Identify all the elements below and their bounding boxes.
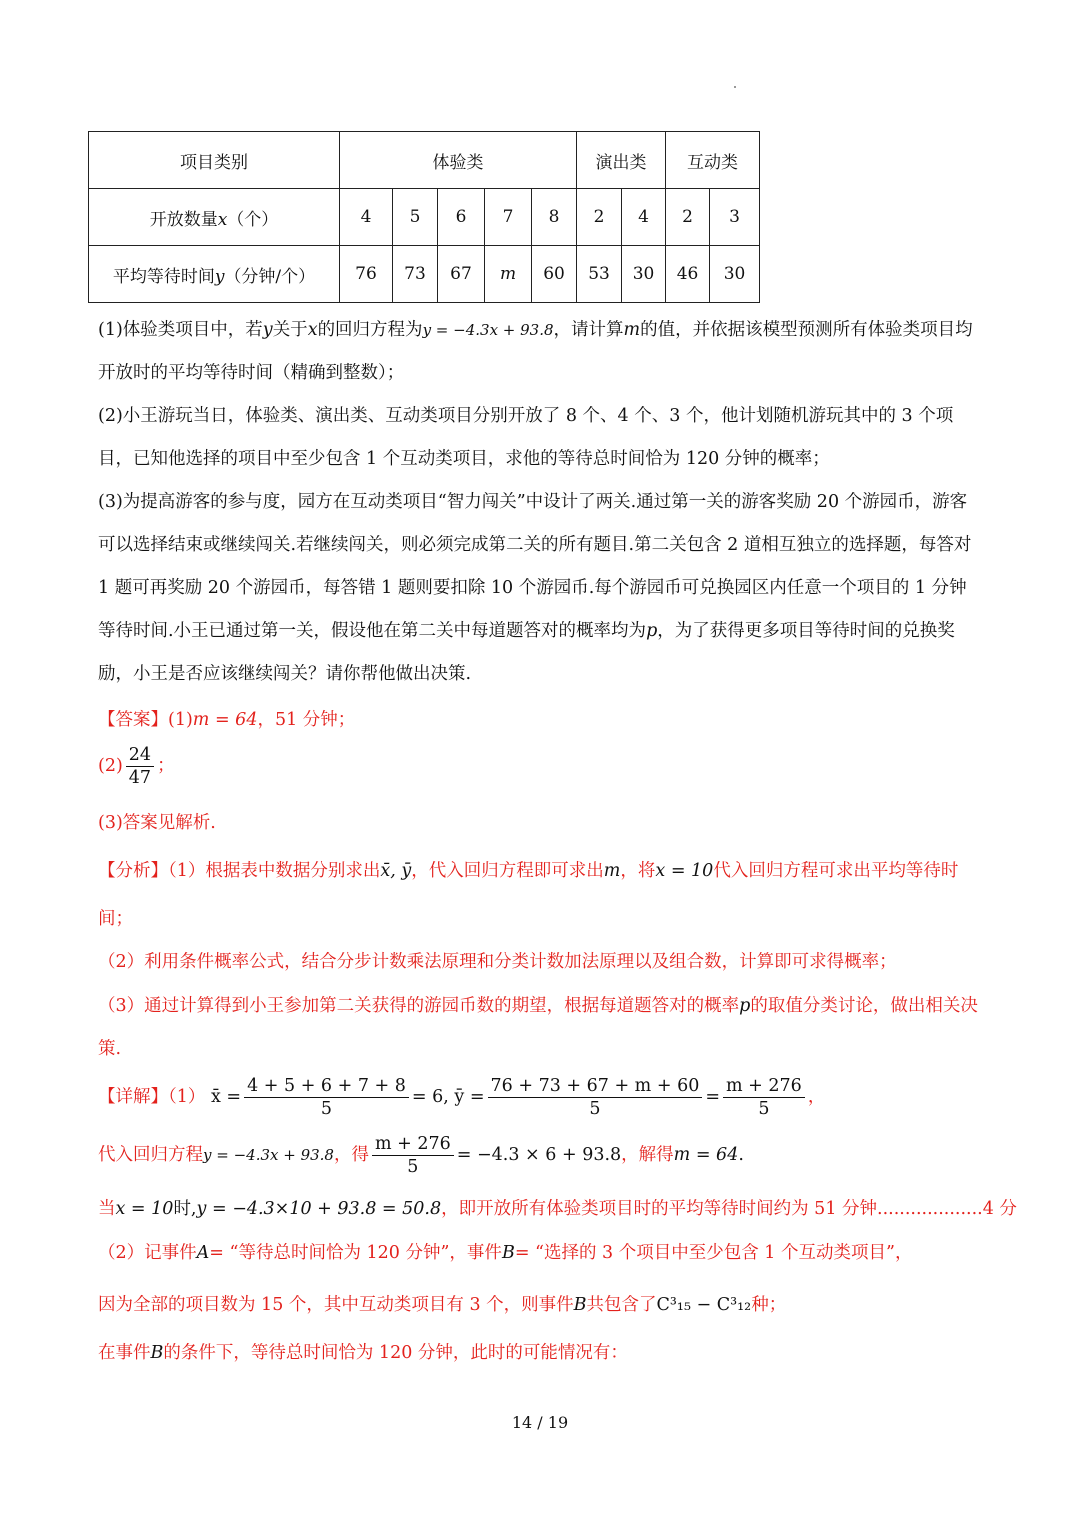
page-number: 14 / 19 [511, 1413, 569, 1432]
table-cell: 2 [666, 189, 710, 246]
table-cell: 73 [393, 246, 438, 303]
table-cell: m [485, 246, 532, 303]
table-row [89, 189, 760, 246]
answer-line-2: (2) $\frac{24}{47}$ ； [98, 745, 175, 788]
table-cell: 5 [393, 189, 438, 246]
table-cell: 2 [577, 189, 622, 246]
table-cell: 60 [532, 246, 577, 303]
detail-line-4: （2）记事件A= “等待总时间恰为 120 分钟”，事件B= “选择的 3 个项目中至少包含 1 个互动类项目”， [98, 1243, 913, 1263]
detail-line-3: 当x = 10时,y = −4.3×10 + 93.8 = 50.8，即开放所有体验类项目时的平均等待时间约为 51 分钟...................4 分 [98, 1199, 1017, 1219]
question-1: (1)体验类项目中，若y关于x的回归方程为y = −4.3x + 93.8，请计算m的值，并依据该模型预测所有体验类项目均开放时的平均等待时间（精确到整数）； [98, 320, 973, 383]
table-row [89, 132, 760, 189]
detail-line-2: 代入回归方程y = −4.3x + 93.8，得 $\frac{m + 276}{5}$ = −4.3 × 6 + 93.8，解得m = 64. [98, 1134, 744, 1177]
table-cell: 7 [485, 189, 532, 246]
analysis-part-2: （2）利用条件概率公式，结合分步计数乘法原理和分类计数加法原理以及组合数，计算即可求得概率； [98, 952, 897, 972]
table-cell: 4 [622, 189, 666, 246]
table-row-label: 开放数量x（个） [89, 189, 340, 246]
table-header-performance: 演出类 [577, 132, 666, 189]
data-table [88, 131, 760, 303]
table-cell: 4 [340, 189, 393, 246]
table-cell: 6 [438, 189, 485, 246]
table-cell: 67 [438, 246, 485, 303]
table-header-category: 项目类别 [89, 132, 340, 189]
table-cell: 30 [710, 246, 760, 303]
table-cell: 46 [666, 246, 710, 303]
detail-tag: 【详解】 [98, 1087, 168, 1107]
stray-dot [734, 86, 736, 88]
table-cell: 8 [532, 189, 577, 246]
analysis-tag: 【分析】 [98, 861, 168, 881]
table-row-label: 平均等待时间y（分钟/个） [89, 246, 340, 303]
answer-tag: 【答案】 [98, 710, 168, 730]
table-header-experience: 体验类 [340, 132, 577, 189]
table-cell: 53 [577, 246, 622, 303]
table-row [89, 246, 760, 303]
table-cell: 3 [710, 189, 760, 246]
answer-line-1: 【答案】(1)m = 64，51 分钟； [98, 710, 356, 730]
question-2: (2)小王游玩当日，体验类、演出类、互动类项目分别开放了 8 个、4 个、3 个，他计划随机游玩其中的 3 个项目，已知他选择的项目中至少包含 1 个互动类项目，求他的等待总时间恰为 120 分钟的概率； [98, 406, 954, 469]
question-3: (3)为提高游客的参与度，园方在互动类项目“智力闯关”中设计了两关.通过第一关的游客奖励 20 个游园币，游客可以选择结束或继续闯关.若继续闯关，则必须完成第二关的所有题目.第二关包含 2 道相互独立的选择题，每答对 1 题可再奖励 20 个游园币，每答错 1 题则要扣除 10 个游园币.每个游园币可兑换园区内任意一个项目的 1 分钟等待时间.小王已通过第一关，假设他在第二关中每道题答对的概率均为p，为了获得更多项目等待时间的兑换奖励，小王是否应该继续闯关？请你帮他做出决策. [98, 492, 972, 684]
analysis-part-1: 【分析】（1）根据表中数据分别求出x̄, ȳ，代入回归方程即可求出m，将x = 10代入回归方程可求出平均等待时间； [98, 861, 959, 929]
detail-line-1: 【详解】（1） x̄ = $\frac{4 + 5 + 6 + 7 + 8}{5}$ = 6, ȳ = $\frac{76 + 73 + 67 + m + 60}{5}$ = $\frac{m + 276}{5}$ ， [98, 1076, 826, 1119]
detail-line-6: 在事件B的条件下，等待总时间恰为 120 分钟，此时的可能情况有： [98, 1343, 628, 1363]
analysis-part-3: （3）通过计算得到小王参加第二关获得的游园币数的期望，根据每道题答对的概率p的取值分类讨论，做出相关决策. [98, 996, 978, 1059]
table-cell: 30 [622, 246, 666, 303]
detail-line-5: 因为全部的项目数为 15 个，其中互动类项目有 3 个，则事件B共包含了C³₁₅ − C³₁₂种； [98, 1295, 787, 1315]
table-header-interactive: 互动类 [666, 132, 760, 189]
answer-line-3: (3)答案见解析. [98, 813, 216, 833]
table-cell: 76 [340, 246, 393, 303]
